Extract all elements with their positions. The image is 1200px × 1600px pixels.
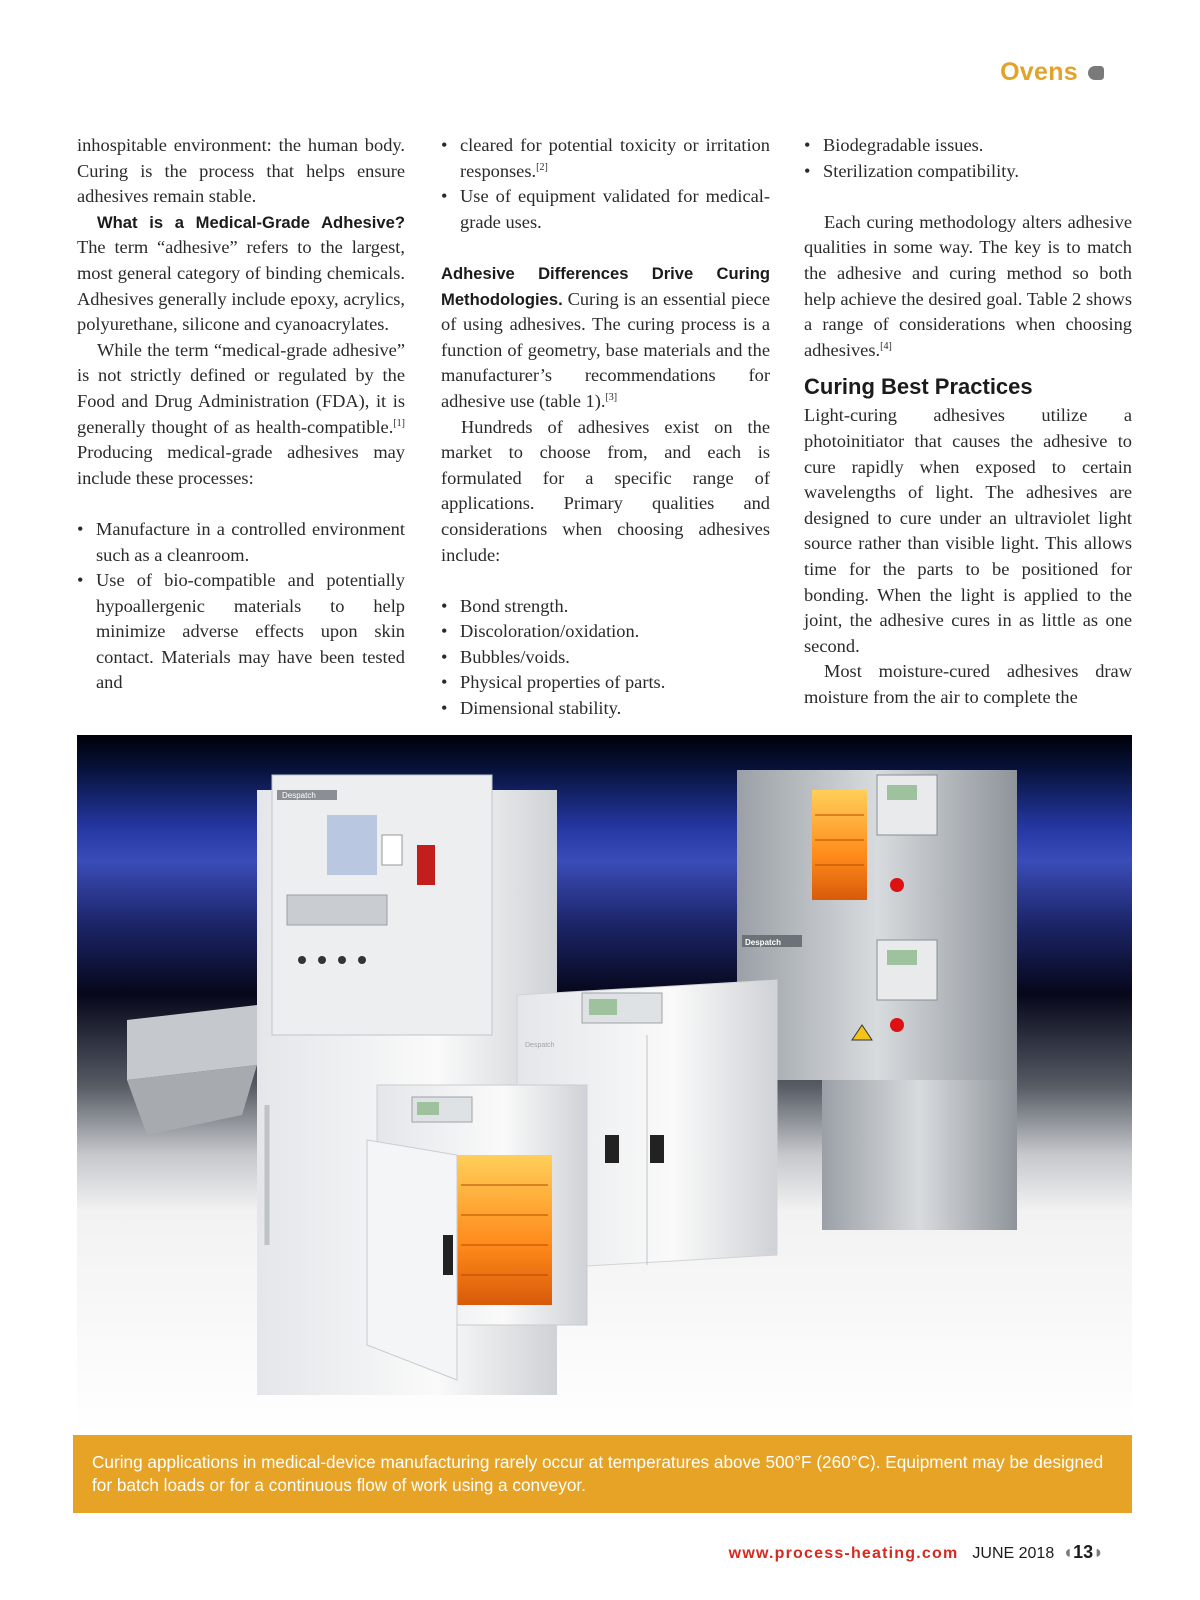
- brand-label: Despatch: [525, 1042, 555, 1049]
- bullet-list: [77, 517, 405, 696]
- article-column-3: [804, 133, 1132, 710]
- paragraph: Hundreds of adhesives exist on the market to choose from, and each is formulated for a specific range of applications. Primary qualities and considerations when choosing adhesives include:: [441, 416, 770, 565]
- issue-date: JUNE 2018: [972, 1545, 1055, 1562]
- paragraph: [441, 261, 770, 415]
- list-item: • Bond strength.: [441, 594, 770, 620]
- page-footer: [729, 1542, 1104, 1563]
- paragraph-text: Producing medical-grade adhesives may include these processes:: [77, 442, 405, 488]
- article-column-2: [441, 133, 770, 722]
- section-label: [1000, 58, 1104, 87]
- paragraph-text: Curing is an essential piece of using adhesives. The curing process is a function of geometry, base materials and the manufacturer’s recommendations for adhesive use (table 1).: [441, 288, 770, 411]
- reference-2: [2]: [536, 161, 548, 173]
- photo-caption: Curing applications in medical-device manufacturing rarely occur at temperatures above 500°F (260°C). Equipment may be designed for batch loads or for a continuous flow of work using a conveyor.: [73, 1435, 1132, 1513]
- article-column-1: [77, 133, 405, 696]
- bullet-list: [441, 594, 770, 722]
- paragraph-text: The term “adhesive” refers to the largest, most general category of binding chemicals. Adhesives generally include epoxy, acrylics, polyurethane, silicone and cyanoacrylates.: [77, 237, 405, 335]
- paragraph-text: While the term “medical-grade adhesive” is not strictly defined or regulated by the Food and Drug Administration (FDA), it is generally thought of as health-compatible.: [77, 339, 405, 437]
- page-marker-left-icon: ◖: [1062, 1542, 1074, 1562]
- stacked-ovens: [737, 770, 1017, 1230]
- list-item-continued: [441, 133, 770, 184]
- paragraph: [804, 210, 1132, 364]
- brand-label: Despatch: [745, 938, 782, 947]
- paragraph: [77, 210, 405, 338]
- page-marker-right-icon: ◗: [1093, 1542, 1104, 1562]
- oven-photo: [77, 735, 1132, 1435]
- oven-illustration: [77, 735, 1132, 1435]
- reference-1: [1]: [393, 417, 405, 429]
- paragraph: Light-curing adhesives utilize a photoinitiator that causes the adhesive to cure rapidly when exposed to certain wavelengths of light. The adhesives are designed to cure under an ultraviolet light source rather than visible light. This allows time for the parts to be positioned for bonding. When the light is applied to the joint, the adhesive cures in as little as one second.: [804, 405, 1132, 656]
- bullet-list: [441, 133, 770, 235]
- brand-label: Despatch: [282, 791, 316, 800]
- subheading: Curing Best Practices: [804, 374, 1033, 400]
- page-number: 13: [1073, 1542, 1094, 1562]
- list-item: • Biodegradable issues.: [804, 133, 1132, 159]
- section-title: Ovens: [1000, 58, 1078, 86]
- list-item: • Discoloration/oxidation.: [441, 619, 770, 645]
- paragraph: [77, 338, 405, 492]
- paragraph: inhospitable environment: the human body. Curing is the process that helps ensure adhesives remain stable.: [77, 135, 405, 207]
- inline-heading: What is a Medical-Grade Adhesive?: [97, 212, 405, 232]
- section-marker-icon: [1088, 66, 1104, 80]
- inline-heading: Adhesive Differences Drive Curing Methodologies.: [441, 263, 770, 309]
- bullet-list: [804, 133, 1132, 184]
- reference-3: [3]: [605, 391, 618, 403]
- list-item: • Use of bio-compatible and potentially hypoallergenic materials to help minimize adverse effects upon skin contact. Materials may have been tested and: [77, 568, 405, 696]
- paragraph: Most moisture-cured adhesives draw moisture from the air to complete the: [804, 661, 1132, 707]
- list-item: • Bubbles/voids.: [441, 645, 770, 671]
- list-item: • Use of equipment validated for medical-grade uses.: [441, 184, 770, 235]
- reference-4: [4]: [880, 340, 892, 352]
- website-link[interactable]: www.process-heating.com: [728, 1545, 959, 1562]
- list-item: • Sterilization compatibility.: [804, 159, 1132, 185]
- paragraph-text: Each curing methodology alters adhesive qualities in some way. The key is to match the adhesive and curing method so both help achieve the desired goal. Table 2 shows a range of considerations when choosing adhesives.: [804, 211, 1132, 360]
- list-item: • Physical properties of parts.: [441, 670, 770, 696]
- list-item: • Manufacture in a controlled environment such as a cleanroom.: [77, 517, 405, 568]
- list-item-text: cleared for potential toxicity or irritation responses.: [460, 135, 770, 181]
- list-item: • Dimensional stability.: [441, 696, 770, 722]
